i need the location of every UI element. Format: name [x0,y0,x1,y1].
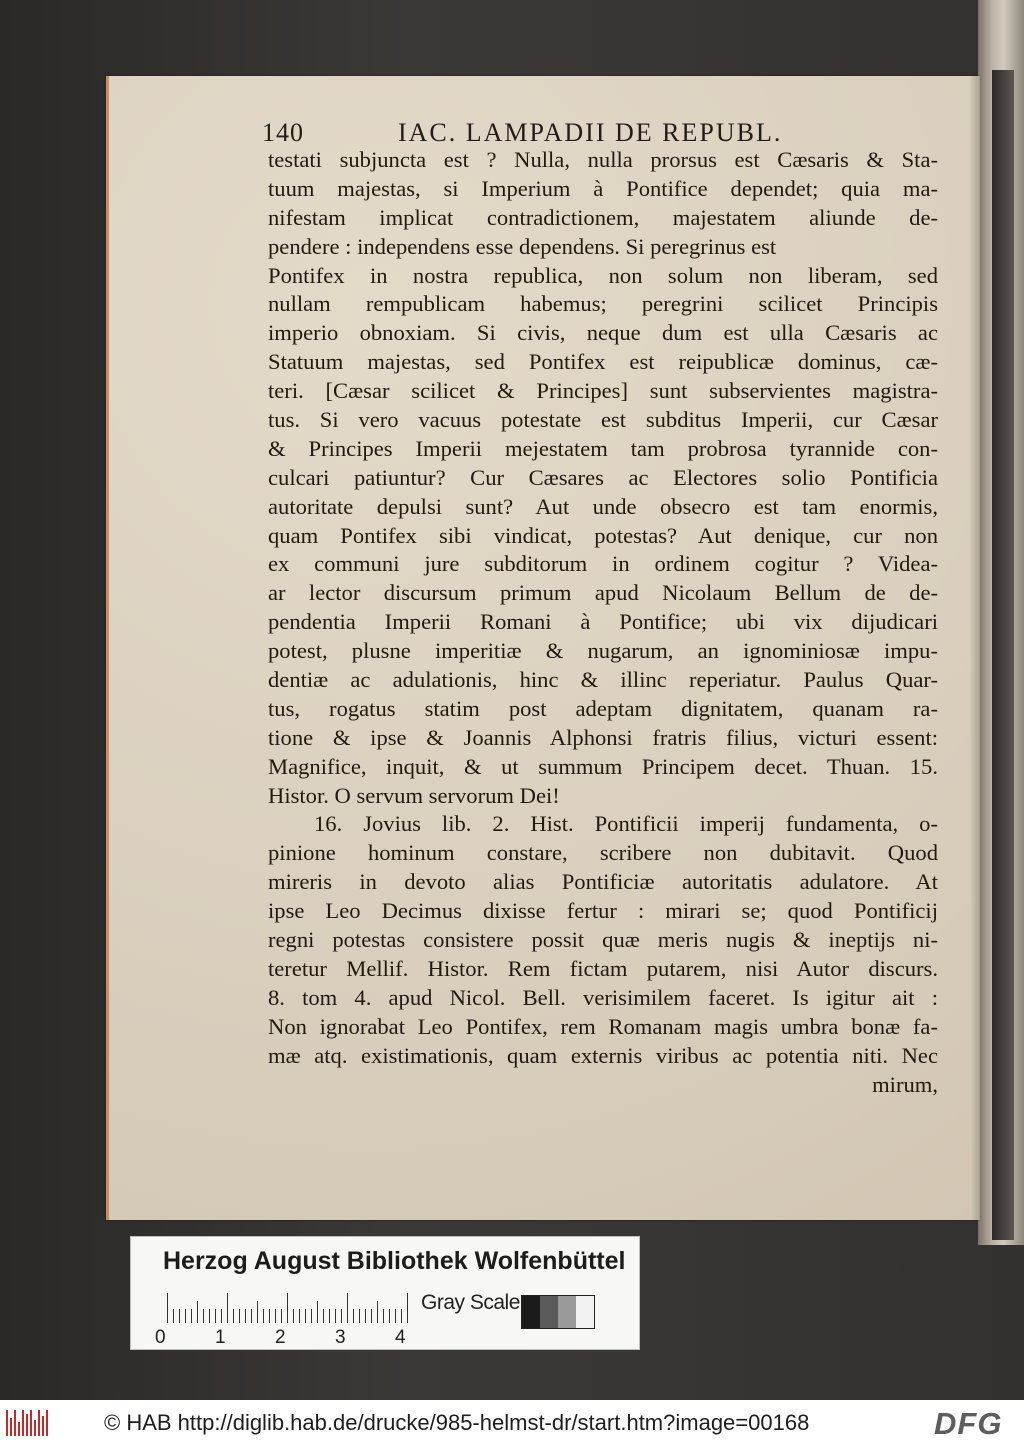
text-line: teretur Mellif. Histor. Rem fictam putarem, nisi Autor discurs. [268,955,938,981]
ruler-tick [245,1309,246,1323]
ruler-label: 1 [215,1327,226,1348]
ruler-tick [179,1309,180,1323]
text-line: 8. tom 4. apud Nicol. Bell. verisimilem faceret. Is igitur ait : [268,984,938,1010]
ruler-tick [359,1309,360,1323]
text-line: potest, plusne imperitiæ & nugarum, an ignominiosæ impu- [268,638,938,664]
color-calibration-card [130,1236,640,1350]
text-line: mireris in devoto alias Pontificiæ autoritatis adulatore. At [268,869,938,895]
text-line: tus, rogatus statim post adeptam dignitatem, quanam ra- [268,695,938,721]
text-line: pendere : independens esse dependens. Si peregrinus est [268,233,777,259]
barcode-bar [6,1410,8,1436]
barcode-bar [38,1410,40,1436]
grayscale-label: Gray Scale [421,1291,520,1314]
footer-credit[interactable]: © HAB http://diglib.hab.de/drucke/985-helmst-dr/start.htm?image=00168 [104,1410,810,1435]
text-line: autoritate depulsi sunt? Aut unde obsecro est tam enormis, [268,493,938,519]
ruler-tick [287,1293,288,1323]
ruler-tick [221,1309,222,1323]
ruler-tick [209,1309,210,1323]
text-line: regni potestas consistere possit quæ meris nugis & ineptijs ni- [268,927,938,953]
ruler-tick [299,1309,300,1323]
ruler-label: 2 [275,1327,286,1348]
ruler-tick [293,1309,294,1323]
ruler-tick [407,1293,408,1323]
ruler-tick [281,1309,282,1323]
barcode-bar [14,1410,16,1436]
barcode-bar [30,1410,32,1436]
ruler-tick [257,1301,258,1323]
footer-bar [0,1400,1024,1444]
ruler-tick [167,1293,168,1323]
ruler-tick [347,1293,348,1323]
text-line: mæ atq. existimationis, quam externis viribus ac potentia niti. Nec [268,1042,938,1068]
ruler-tick [263,1309,264,1323]
text-line: Histor. O servum servorum Dei! [268,782,560,808]
text-line: quam Pontifex sibi vindicat, potestas? Aut denique, cur non [268,522,938,548]
ruler-tick [269,1309,270,1323]
ruler-tick [329,1309,330,1323]
text-line: Statuum majestas, sed Pontifex est reipublicæ dominus, cæ- [268,349,938,375]
gray-swatch [558,1296,576,1328]
ruler-label: 3 [335,1327,346,1348]
ruler-tick [185,1309,186,1323]
text-line: pinione hominum constare, scribere non dubitavit. Quod [268,840,938,866]
barcode-bar [22,1410,24,1436]
barcode-bar [10,1418,12,1436]
ruler-tick [215,1309,216,1323]
page-number: 140 [262,118,304,147]
text-line: Magnifice, inquit, & ut summum Principem decet. Thuan. 15. [268,753,938,779]
barcode-bar [34,1420,36,1436]
spine-shadow [992,70,1014,1240]
ruler-tick [377,1301,378,1323]
ruler-tick [401,1309,402,1323]
card-title: Herzog August Bibliothek Wolfenbüttel [163,1247,626,1275]
text-line: 16. Jovius lib. 2. Hist. Pontificii imperij fundamenta, o- [314,811,938,837]
ruler-tick [371,1309,372,1323]
measurement-ruler [161,1289,409,1323]
ruler-tick [251,1309,252,1323]
barcode-bar [46,1410,48,1436]
ruler-tick [227,1293,228,1323]
text-line: pendentia Imperii Romani à Pontifice; ubi vix dijudicari [268,609,938,635]
ruler-tick [311,1309,312,1323]
ruler-tick [203,1309,204,1323]
ruler-tick [353,1309,354,1323]
barcode-bar [26,1414,28,1436]
ruler-tick [389,1309,390,1323]
ruler-tick [323,1309,324,1323]
text-line: Non ignorabat Leo Pontifex, rem Romanam magis umbra bonæ fa- [268,1013,938,1039]
text-line: tus. Si vero vacuus potestate est subditus Imperii, cur Cæsar [268,407,938,433]
text-line: testati subjuncta est ? Nulla, nulla prorsus est Cæsaris & Sta- [268,147,938,172]
ruler-tick [395,1309,396,1323]
text-line: nifestam implicat contradictionem, majestatem aliunde de- [268,204,938,230]
ruler-labels [155,1327,415,1349]
ruler-tick [305,1309,306,1323]
ruler-tick [341,1309,342,1323]
text-line: culcari patiuntur? Cur Cæsares ac Electores solio Pontificia [268,464,938,490]
ruler-tick [239,1309,240,1323]
text-line: imperio obnoxiam. Si civis, neque dum est ulla Cæsaris ac [268,320,938,346]
barcode-bar [42,1416,44,1436]
hab-barcode-icon [6,1406,48,1436]
grayscale-swatches [521,1295,595,1329]
ruler-tick [335,1309,336,1323]
text-line: teri. [Cæsar scilicet & Principes] sunt subservientes magistra- [268,378,938,404]
text-line: Pontifex in nostra republica, non solum non liberam, sed [268,262,938,288]
gray-swatch [576,1296,594,1328]
body-text [268,146,938,1099]
ruler-label: 4 [395,1327,406,1348]
text-line: tuum majestas, si Imperium à Pontifice dependet; quia ma- [268,175,938,201]
page-edge [970,76,980,1220]
ruler-tick [191,1309,192,1323]
gray-swatch [540,1296,558,1328]
gray-swatch [522,1296,540,1328]
text-line: ar lector discursum primum apud Nicolaum Bellum de de- [268,580,938,606]
text-line: tione & ipse & Joannis Alphonsi fratris filius, victuri essent: [268,724,938,750]
text-line: nullam rempublicam habemus; peregrini scilicet Principis [268,291,938,317]
ruler-tick [173,1309,174,1323]
text-line: mirum, [872,1071,938,1097]
barcode-bar [18,1422,20,1436]
text-line: ex communi jure subditorum in ordinem cogitur ? Videa- [268,551,938,577]
ruler-tick [383,1309,384,1323]
ruler-tick [197,1301,198,1323]
ruler-tick [275,1309,276,1323]
ruler-tick [233,1309,234,1323]
text-line: & Principes Imperii mejestatem tam probrosa tyrannide con- [268,435,938,461]
ruler-label: 0 [155,1327,166,1348]
ruler-tick [317,1301,318,1323]
text-line: ipse Leo Decimus dixisse fertur : mirari se; quod Pontificij [268,898,938,924]
running-title: IAC. LAMPADII DE REPUBL. [398,118,783,147]
dfg-logo: DFG [934,1406,1003,1441]
text-line: dentiæ ac adulationis, hinc & illinc reperiatur. Paulus Quar- [268,667,938,693]
ruler-tick [365,1309,366,1323]
